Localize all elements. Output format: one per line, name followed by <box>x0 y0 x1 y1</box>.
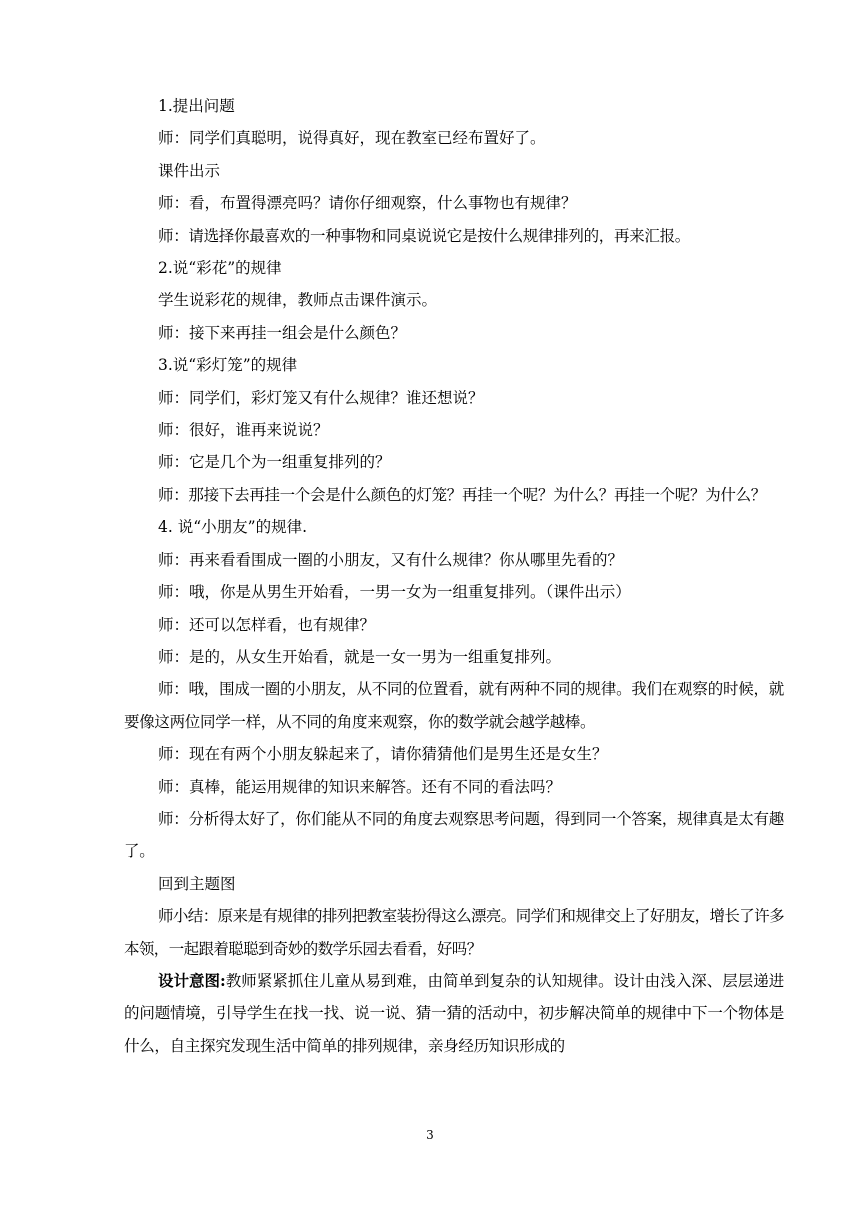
document-body <box>124 90 784 1062</box>
paragraph: 师：分析得太好了，你们能从不同的角度去观察思考问题，得到同一个答案，规律真是太有趣了。 <box>124 809 784 861</box>
paragraph: 回到主题图 <box>158 874 236 893</box>
paragraph: 师：同学们真聪明，说得真好，现在教室已经布置好了。 <box>158 129 546 148</box>
paragraph: 师：它是几个为一组重复排列的？ <box>158 453 391 472</box>
section-heading-lanterns: 3.说“彩灯笼”的规律 <box>158 356 298 375</box>
section-heading-children: 4. 说“小朋友”的规律. <box>158 518 307 537</box>
paragraph: 课件出示 <box>158 161 221 180</box>
paragraph: 师：现在有两个小朋友躲起来了，请你猜猜他们是男生还是女生？ <box>158 745 608 764</box>
paragraph: 师：那接下去再挂一个会是什么颜色的灯笼？再挂一个呢？为什么？再挂一个呢？为什么？ <box>158 485 767 504</box>
paragraph: 师：看，布置得漂亮吗？请你仔细观察，什么事物也有规律？ <box>158 194 577 213</box>
paragraph: 师：再来看看围成一圈的小朋友，又有什么规律？你从哪里先看的？ <box>158 550 624 569</box>
paragraph: 师：还可以怎样看，也有规律？ <box>158 615 376 634</box>
paragraph: 师：真棒，能运用规律的知识来解答。还有不同的看法吗？ <box>158 777 562 796</box>
paragraph: 师：哦，围成一圈的小朋友，从不同的位置看，就有两种不同的规律。我们在观察的时候，就要像这两位同学一样，从不同的角度来观察，你的数学就会越学越棒。 <box>124 680 784 731</box>
section-heading-flowers: 2.说“彩花”的规律 <box>158 259 282 278</box>
paragraph: 师：很好，谁再来说说？ <box>158 421 329 440</box>
paragraph: 师：哦，你是从男生开始看，一男一女为一组重复排列。（课件出示） <box>158 583 631 602</box>
paragraph: 师：请选择你最喜欢的一种事物和同桌说说它是按什么规律排列的，再来汇报。 <box>158 226 691 245</box>
summary-paragraph: 师小结：原来是有规律的排列把教室装扮得这么漂亮。同学们和规律交上了好朋友，增长了许多本领，一起跟着聪聪到奇妙的数学乐园去看看，好吗？ <box>124 907 784 958</box>
design-intent-label: 设计意图: <box>158 970 226 990</box>
paragraph: 师：接下来再挂一组会是什么颜色？ <box>158 323 407 342</box>
section-heading-raise-question: 1.提出问题 <box>158 97 235 115</box>
paragraph: 师：同学们，彩灯笼又有什么规律？谁还想说？ <box>158 388 484 407</box>
paragraph: 师：是的，从女生开始看，就是一女一男为一组重复排列。 <box>158 647 562 666</box>
paragraph: 学生说彩花的规律，教师点击课件演示。 <box>158 291 438 310</box>
design-intent-paragraph <box>124 965 784 1062</box>
page-number: 3 <box>426 1128 434 1142</box>
design-intent-text: 教师紧紧抓住儿童从易到难，由简单到复杂的认知规律。设计由浅入深、层层递进的问题情境，引导学生在找一找、说一说、猜一猜的活动中，初步解决简单的规律中下一个物体是什么，自主探究发现生活中简单的排列规律，亲身经历知识形成的 <box>124 971 784 1055</box>
